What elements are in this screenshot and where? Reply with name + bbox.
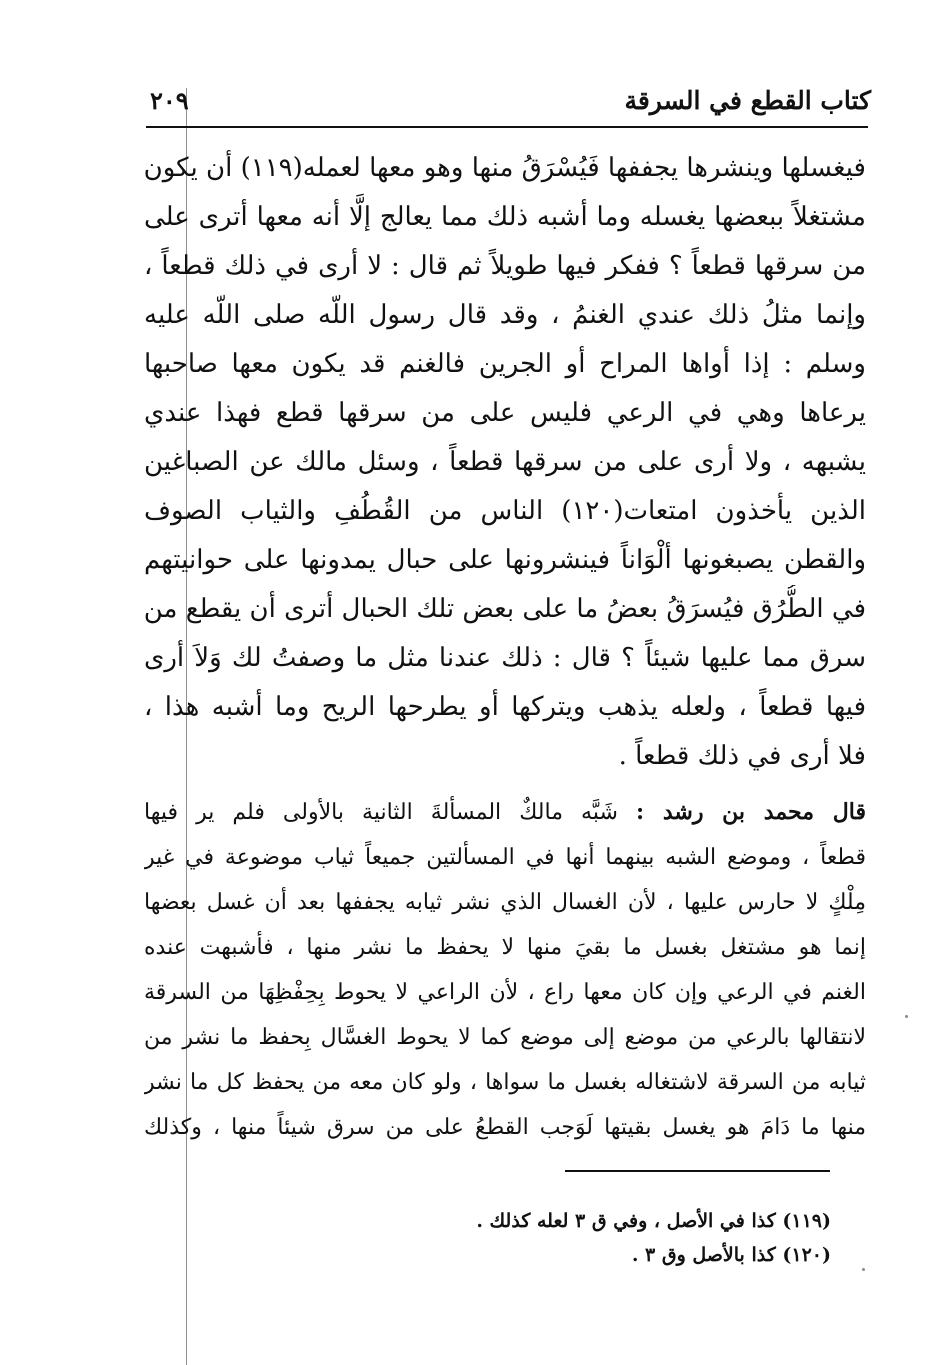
text-line: سرق مما عليها شيئاً ؟ قال : ذلك عندنا مثل ما وصفتُ لك وَلاَ أرى [144,643,866,673]
text-line: من سرقها قطعاً ؟ ففكر فيها طويلاً ثم قال : لا أرى في ذلك قطعاً ، [144,251,866,281]
scan-speck [905,1015,908,1018]
text-line: وإنما مثلُ ذلك عندي الغنمُ ، وقد قال رسول اللّه صلى اللّه عليه [144,300,866,330]
header-rule [146,126,868,128]
text-line: الذين يأخذون امتعات(١٢٠) الناس من القُطُفِ والثياب الصوف [144,496,866,526]
text-line: مشتغلاً ببعضها يغسله وما أشبه ذلك مما يعالج إلَّا أنه معها أترى على [144,202,866,232]
text-line: فلا أرى في ذلك قطعاً . [618,741,866,771]
text-line: في الطُّرُق فيُسرَقُ بعضُ ما على بعض تلك الحبال أترى أن يقطع من [144,594,866,624]
text-line: يشبهه ، ولا أرى على من سرقها قطعاً ، وسئل مالك عن الصباغين [144,447,866,477]
footnote: (١٢٠) كذا بالأصل وق ٣ . [631,1244,831,1266]
running-header-title: كتاب القطع في السرقة [624,86,871,115]
scan-speck [862,1268,865,1271]
footnote: (١١٩) كذا في الأصل ، وفي ق ٣ لعله كذلك . [476,1210,831,1232]
footnote-rule [565,1170,830,1172]
text-line: فيغسلها وينشرها يجففها فَيُسْرَقُ منها وهو معها لعمله(١١٩) أن يكون [144,153,866,183]
page-number: ٢٠٩ [150,86,189,115]
text-line: الغنم في الرعي وإن كان معها راع ، لأن الراعي لا يحوط بِحِفْظِهَا من السرقة [144,980,866,1005]
text-line: إنما هو مشتغل بغسل ما بقيَ منها لا يحفظ ما نشر منها ، فأشبهت عنده [144,935,866,960]
footnotes [331,1204,831,1272]
text-line: وسلم : إذا أواها المراح أو الجرين فالغنم قد يكون معها صاحبها [144,349,866,379]
text-line: منها ما دَامَ هو يغسل بقيتها لَوَجب القطعُ على من سرق شيئاً منها ، وكذلك [144,1115,866,1140]
paragraph-1 [144,144,866,781]
text-line: ثيابه من السرقة لاشتغاله بغسل ما سواها ، ولو كان معه من يحفظ كل ما نشر [144,1070,866,1095]
text-line: فيها قطعاً ، ولعله يذهب ويتركها أو يطرحها الريح وما أشبه هذا ، [144,692,866,722]
paragraph-2 [144,790,866,1150]
text-line: مِلْكٍ لا حارس عليها ، لأن الغسال الذي نشر ثيابه يجففها بعد أن غسل بعضها [144,890,866,915]
text-line: لانتقالها بالرعي من موضع إلى موضع كما لا يحوط الغسَّال بِحفظ ما نشر من [144,1025,866,1050]
text-fragment: شَبَّه مالكٌ المسألةَ الثانية بالأولى فلم ير فيها [144,800,636,825]
text-line-first [144,790,866,835]
speaker-label: قال محمد بن رشد : [635,799,866,825]
text-line: يرعاها وهي في الرعي فليس على من سرقها قطع فهذا عندي [144,398,866,428]
text-line: قطعاً ، وموضع الشبه بينهما أنها في المسألتين جميعاً ثياب موضوعة في غير [144,845,866,870]
text-line: والقطن يصبغونها ألْوَاناً فينشرونها على حبال يمدونها على حوانيتهم [144,545,866,575]
